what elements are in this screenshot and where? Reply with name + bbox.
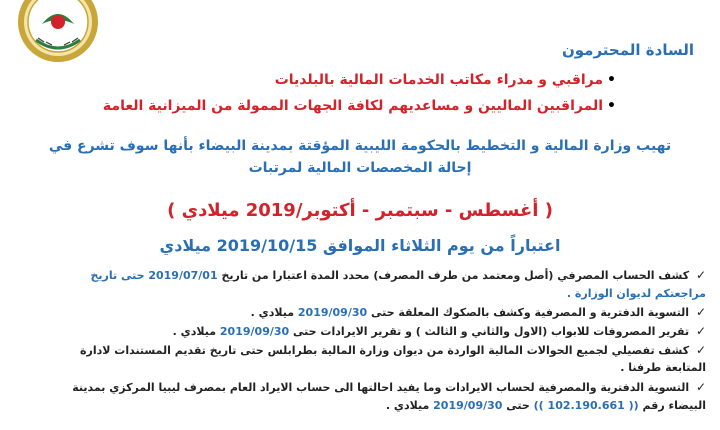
checkmark-icon: ✓ xyxy=(695,380,706,394)
salary-months-heading: ( أغسطس - سبتمبر - أكتوبر/2019 ميلادي ) xyxy=(167,200,553,221)
checkmark-icon: ✓ xyxy=(695,268,706,282)
account-number: (( 102.190.661 )) xyxy=(533,399,639,412)
date-value: 2019/09/30 xyxy=(433,399,503,412)
recipient-text: المراقبين الماليين و مساعديهم لكافة الجهات الممولة من الميزانية العامة xyxy=(102,98,604,114)
checkmark-icon: ✓ xyxy=(695,324,706,338)
requirement-revenue-reconciliation: ✓ التسوية الدفترية والمصرفية لحساب الايرادات وما يفيد احالتها الى حساب الايراد العام بمصرف ليبيا المركزي بمدينة xyxy=(72,380,706,394)
date-value: 2019/09/30 xyxy=(297,306,368,319)
announcement-line-2: إحالة المخصصات المالية لمرتبات xyxy=(248,160,472,176)
bullet-icon: • xyxy=(607,98,616,114)
addressee-heading: السادة المحترمون xyxy=(561,41,694,59)
recipient-line-municipal-offices xyxy=(275,72,616,88)
requirement-transfers-statement: ✓ كشف تفصيلي لجميع الحوالات المالية الواردة من ديوان وزارة المالية بطرابلس حتى تاريخ تقديم المستندات لادارة xyxy=(80,343,706,357)
checkmark-icon: ✓ xyxy=(695,305,706,319)
bullet-icon: • xyxy=(607,72,616,88)
ministry-emblem xyxy=(8,0,108,66)
recipient-line-financial-controllers xyxy=(103,98,616,114)
checkmark-icon: ✓ xyxy=(695,343,706,357)
date-value: 2019/09/30 xyxy=(219,325,290,338)
date-value: 2019/07/01 xyxy=(148,269,218,282)
requirement-bank-statement: ✓ كشف الحساب المصرفي (أصل ومعتمد من طرف المصرف) محدد المدة اعتبارا من تاريخ 2019/07/01 حتى تاريخ xyxy=(90,268,706,282)
requirement-transfers-statement-continued: المتابعة طرفنا . xyxy=(620,361,706,374)
start-date-heading: اعتباراً من يوم الثلاثاء الموافق 2019/10/15 ميلادي xyxy=(159,236,561,255)
requirement-book-reconciliation: ✓ التسوية الدفترية و المصرفية وكشف بالصكوك المعلقة حتى 2019/09/30 ميلادي . xyxy=(250,305,706,319)
announcement-line-1: تهيب وزارة المالية و التخطيط بالحكومة الليبية المؤقتة بمدينة البيضاء بأنها سوف تشرع في xyxy=(48,138,672,154)
requirement-expenditure-report: ✓ تقرير المصروفات للابواب (الاول والثاني و الثالث ) و تقرير الايرادات حتى 2019/09/30 ميلادي . xyxy=(172,324,706,338)
recipient-text: مراقبي و مدراء مكاتب الخدمات المالية بالبلديات xyxy=(274,72,604,88)
requirement-bank-statement-continued: مراجعتكم لديوان الوزارة . xyxy=(566,287,706,300)
requirement-revenue-reconciliation-continued: البيضاء رقم (( 102.190.661 )) حتى 2019/09/30 ميلادي . xyxy=(385,399,706,412)
